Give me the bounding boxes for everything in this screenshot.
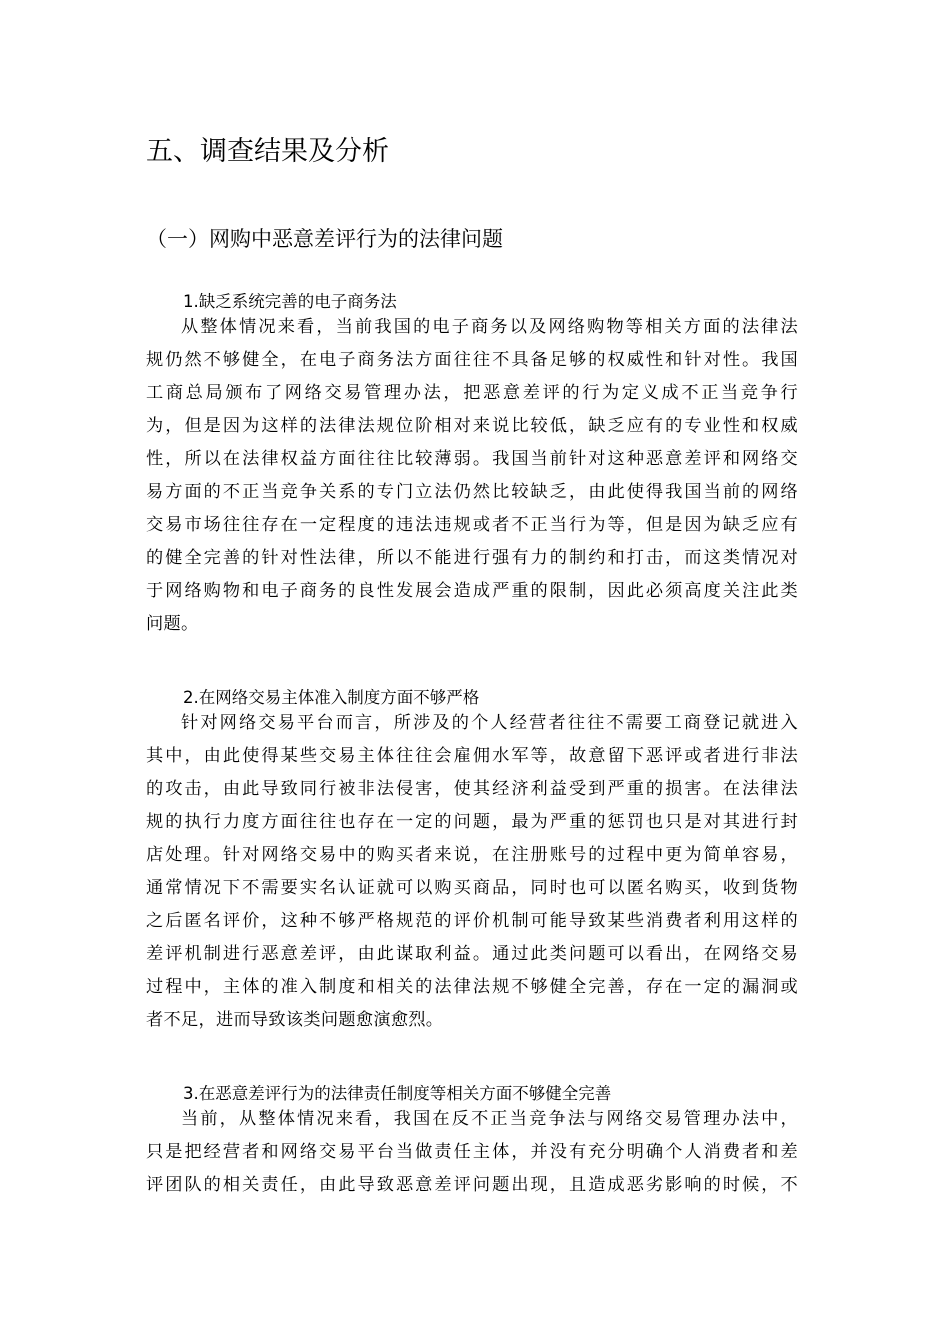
paragraph-line: 规的执行力度方面往往也存在一定的问题，最为严重的惩罚也只是对其进行封: [146, 812, 798, 832]
paragraph-line: 工商总局颁布了网络交易管理办法，把恶意差评的行为定义成不正当竞争行: [146, 383, 798, 403]
paragraph-line: 针对网络交易平台而言，所涉及的个人经营者往往不需要工商登记就进入: [181, 713, 798, 733]
item-2-paragraph: [146, 707, 798, 1037]
paragraph-line: 规仍然不够健全，在电子商务法方面往往不具备足够的权威性和针对性。我国: [146, 350, 798, 370]
item-1-heading: 1.缺乏系统完善的电子商务法: [183, 292, 397, 311]
item-3-heading: 3.在恶意差评行为的法律责任制度等相关方面不够健全完善: [183, 1084, 612, 1103]
paragraph-line: 易方面的不正当竞争关系的专门立法仍然比较缺乏，由此使得我国当前的网络: [146, 482, 798, 502]
paragraph-line: 的攻击，由此导致同行被非法侵害，使其经济利益受到严重的损害。在法律法: [146, 779, 798, 799]
paragraph-line: 之后匿名评价，这种不够严格规范的评价机制可能导致某些消费者利用这样的: [146, 911, 798, 931]
paragraph-line: 只是把经营者和网络交易平台当做责任主体，并没有充分明确个人消费者和差: [146, 1142, 798, 1162]
paragraph-line: 于网络购物和电子商务的良性发展会造成严重的限制，因此必须高度关注此类: [146, 581, 798, 601]
paragraph-line: 差评机制进行恶意差评，由此谋取利益。通过此类问题可以看出，在网络交易: [146, 944, 798, 964]
paragraph-line: 当前，从整体情况来看，我国在反不正当竞争法与网络交易管理办法中，: [181, 1109, 798, 1129]
paragraph-line: 过程中，主体的准入制度和相关的法律法规不够健全完善，存在一定的漏洞或: [146, 977, 798, 997]
item-1-paragraph: [146, 311, 798, 641]
item-2-heading: 2.在网络交易主体准入制度方面不够严格: [183, 688, 480, 707]
paragraph-line: 为，但是因为这样的法律法规位阶相对来说比较低，缺乏应有的专业性和权威: [146, 416, 798, 436]
paragraph-line: 性，所以在法律权益方面往往比较薄弱。我国当前针对这种恶意差评和网络交: [146, 449, 798, 469]
paragraph-line: 者不足，进而导致该类问题愈演愈烈。: [146, 1010, 444, 1030]
paragraph-line: 其中，由此使得某些交易主体往往会雇佣水军等，故意留下恶评或者进行非法: [146, 746, 798, 766]
paragraph-line: 问题。: [146, 614, 199, 634]
subsection-title: （一）网购中恶意差评行为的法律问题: [146, 227, 503, 251]
paragraph-line: 店处理。针对网络交易中的购买者来说，在注册账号的过程中更为简单容易，: [146, 845, 798, 865]
paragraph-line: 的健全完善的针对性法律，所以不能进行强有力的制约和打击，而这类情况对: [146, 548, 798, 568]
item-3-paragraph: [146, 1103, 798, 1202]
paragraph-line: 评团队的相关责任，由此导致恶意差评问题出现，且造成恶劣影响的时候，不: [146, 1175, 798, 1195]
paragraph-line: 通常情况下不需要实名认证就可以购买商品，同时也可以匿名购买，收到货物: [146, 878, 798, 898]
paragraph-line: 交易市场往往存在一定程度的违法违规或者不正当行为等，但是因为缺乏应有: [146, 515, 798, 535]
section-title: 五、调查结果及分析: [146, 136, 389, 167]
paragraph-line: 从整体情况来看，当前我国的电子商务以及网络购物等相关方面的法律法: [181, 317, 798, 337]
